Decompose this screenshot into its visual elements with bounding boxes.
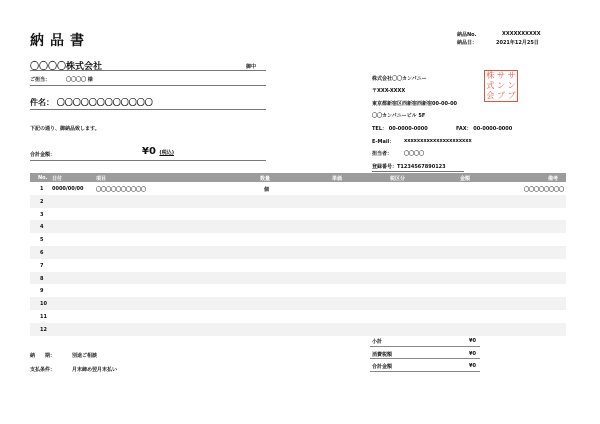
- sender-address1: 東京都新宿区西新宿西新宿00-00-00: [372, 101, 458, 107]
- seal-char: ン: [507, 81, 516, 90]
- document-title: 納品書: [30, 33, 90, 49]
- header-amount: 金額: [460, 176, 471, 182]
- delivery-date-value: 2021年12月25日: [496, 40, 539, 46]
- total-underline: [30, 160, 266, 161]
- contact-value: 〇〇〇〇 様: [66, 77, 93, 83]
- sender-registration-no: 登録番号：T1234567890123: [372, 164, 446, 170]
- items-table: [30, 173, 566, 336]
- subject-label: 件名：: [30, 98, 54, 107]
- cell-qty: 個: [264, 187, 270, 193]
- header-unit-price: 単価: [332, 176, 343, 182]
- recipient-honorific: 御中: [246, 64, 257, 70]
- table-header: [30, 173, 566, 182]
- recipient-name: 〇〇〇〇株式会社: [30, 62, 103, 72]
- tax-value: ¥0: [469, 350, 476, 357]
- seal-char: プ: [507, 91, 516, 100]
- payment-term-label: 支払条件：: [30, 367, 56, 373]
- header-note: 備考: [548, 176, 559, 182]
- table-row: [30, 195, 566, 208]
- header-qty: 数量: [260, 176, 271, 182]
- total-amount-value: ¥0: [142, 146, 156, 157]
- table-row: [30, 310, 566, 323]
- cell-item: 〇〇〇〇〇〇〇〇〇〇: [96, 187, 147, 193]
- contact-label: ご担当：: [30, 77, 51, 83]
- sender-person-label: 担当者：: [372, 151, 393, 157]
- subject-underline: [30, 109, 266, 110]
- table-row: [30, 220, 566, 233]
- subtotal-row: [370, 334, 480, 347]
- table-row: [30, 284, 566, 297]
- seal-char: 株: [486, 71, 495, 80]
- cell-note: 〇〇〇〇〇〇〇〇: [523, 187, 564, 193]
- recipient-underline: [30, 70, 266, 71]
- cell-date: 0000/00/00: [52, 186, 84, 192]
- tax-label: 消費税額: [372, 351, 393, 358]
- seal-char: サ: [507, 71, 516, 80]
- grand-total-value: ¥0: [469, 363, 476, 369]
- sender-email-value: xxxxxxxxxxxxxxxxxxxxx: [404, 138, 472, 144]
- table-row: [30, 208, 566, 221]
- total-amount: [142, 146, 174, 157]
- cell-no: 4: [40, 224, 44, 231]
- table-row: [30, 182, 566, 195]
- header-date: 日付: [52, 176, 63, 182]
- table-row: [30, 246, 566, 259]
- payment-term-value: 月末締め翌月末払い: [72, 367, 118, 373]
- cell-no: 7: [40, 262, 44, 269]
- tax-included-note: (税込): [159, 150, 174, 156]
- delivery-term-label: 納 期：: [30, 353, 56, 359]
- cell-no: 2: [40, 198, 44, 205]
- sender-fax: FAX： 00-0000-0000: [456, 126, 513, 132]
- cell-no: 9: [40, 288, 44, 295]
- seal-char: ン: [496, 81, 505, 90]
- cell-no: 1: [40, 186, 44, 192]
- cell-no: 12: [40, 326, 47, 333]
- cell-no: 6: [40, 249, 44, 256]
- grand-total-label: 合計金額: [372, 364, 393, 370]
- sender-zip: 〒XXX-XXXX: [372, 88, 406, 94]
- table-row: [30, 233, 566, 246]
- contact-underline: [30, 85, 266, 86]
- sender-person-value: 〇〇〇〇: [404, 151, 425, 157]
- seal-char: 式: [486, 81, 495, 90]
- sender-company: 株式会社〇〇カンパニー: [372, 76, 427, 82]
- seal-char: 会: [486, 91, 495, 100]
- delivery-term-value: 別途ご相談: [72, 353, 98, 359]
- table-body: [30, 182, 566, 336]
- header-item: 項目: [96, 176, 107, 182]
- seal-char: サ: [496, 71, 505, 80]
- header-no: No.: [38, 175, 48, 181]
- seal-char: プ: [496, 91, 505, 100]
- totals-box: [370, 334, 480, 372]
- tax-row: [370, 347, 480, 360]
- table-row: [30, 297, 566, 310]
- delivery-no-value: XXXXXXXXXX: [502, 31, 541, 37]
- sender-email-label: E-Mail：: [372, 139, 395, 145]
- company-seal-stamp: [484, 70, 518, 102]
- sender-address2: 〇〇カンパニービル 5F: [372, 113, 426, 119]
- cell-no: 3: [40, 211, 44, 218]
- subtotal-value: ¥0: [469, 338, 476, 344]
- subject-line: [30, 97, 153, 108]
- cell-no: 8: [40, 275, 44, 282]
- delivery-date-label: 納品日：: [457, 40, 478, 46]
- subject-value: 〇〇〇〇〇〇〇〇〇〇〇〇: [56, 98, 153, 107]
- cell-no: 11: [40, 313, 47, 320]
- table-row: [30, 323, 566, 336]
- subtotal-label: 小計: [372, 339, 383, 345]
- sender-tel: TEL： 00-0000-0000: [372, 126, 428, 132]
- header-tax-rate: 税区分: [390, 176, 406, 182]
- cell-no: 5: [40, 237, 44, 244]
- delivery-message: 下記の通り、御納品致します。: [30, 126, 100, 132]
- grand-total-row: [370, 359, 480, 372]
- delivery-no-label: 納品No.: [457, 32, 477, 38]
- cell-no: 10: [40, 301, 47, 308]
- sender-underline: [372, 171, 464, 172]
- table-row: [30, 259, 566, 272]
- table-row: [30, 272, 566, 285]
- total-amount-label: 合計金額：: [30, 152, 56, 158]
